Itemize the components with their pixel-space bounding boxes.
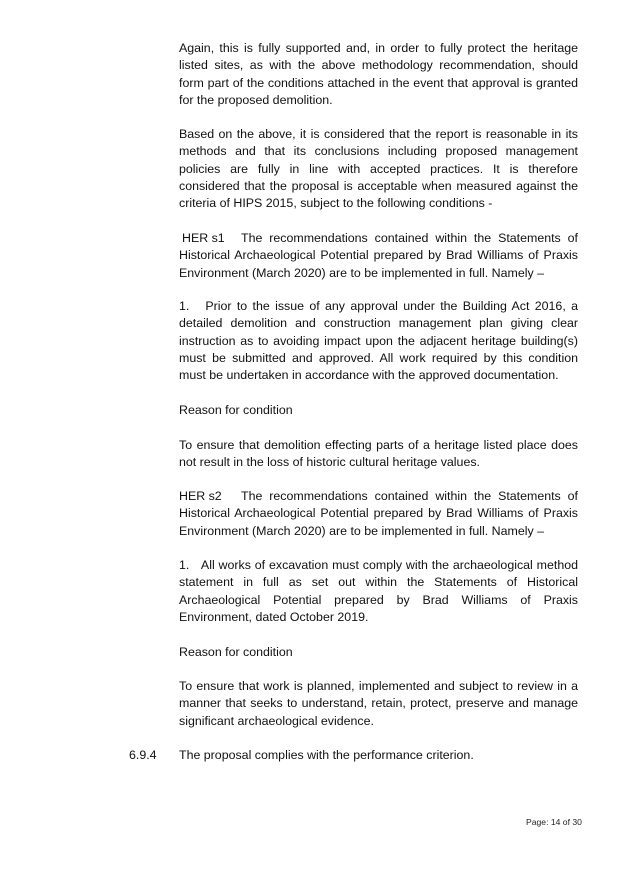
condition-her-s1 — [179, 230, 578, 282]
condition-label-her-s2: HER s2 — [179, 489, 222, 503]
condition-her-s2-item: 1. All works of excavation must comply with the archaeological method statement in full as set out within the Statements of Historical Archaeological Potential prepared by Brad Williams of Praxis Environment, dated October 2019. — [179, 558, 578, 624]
page-number: Page: 14 of 30 — [526, 817, 582, 827]
paragraph-support: Again, this is fully supported and, in order to fully protect the heritage listed sites, as with the above methodology recommendation, should form part of the conditions attached in the event that approval is granted for the proposed demolition. — [179, 41, 578, 107]
condition-text-her-s2: The recommendations contained within the Statements of Historical Archaeological Potential prepared by Brad Williams of Praxis Environment (March 2020) are to be implemented in full. Namely – — [179, 489, 578, 538]
condition-text-her-s1: The recommendations contained within the Statements of Historical Archaeological Potential prepared by Brad Williams of Praxis Environment (March 2020) are to be implemented in full. Namely – — [179, 231, 578, 280]
condition-her-s2 — [179, 488, 578, 540]
reason-text-2: To ensure that work is planned, implemented and subject to review in a manner that seeks to understand, retain, protect, preserve and manage significant archaeological evidence. — [179, 679, 578, 728]
reason-heading-1: Reason for condition — [179, 403, 293, 417]
paragraph-assessment: Based on the above, it is considered that the report is reasonable in its methods and that its conclusions including proposed management policies are fully in line with accepted practices. It is therefore considered that the proposal is acceptable when measured against the criteria of HIPS 2015, subject to the following conditions - — [179, 127, 578, 211]
condition-her-s1-item: 1. Prior to the issue of any approval under the Building Act 2016, a detailed demolition and construction management plan giving clear instruction as to avoiding impact upon the adjacent heritage building(s) must be submitted and approved. All work required by this condition must be undertaken in accordance with the approved documentation. — [179, 299, 578, 383]
reason-text-1: To ensure that demolition effecting parts of a heritage listed place does not result in the loss of historic cultural heritage values. — [179, 438, 578, 470]
condition-label-her-s1: HER s1 — [182, 231, 225, 245]
section-number: 6.9.4 — [129, 748, 157, 762]
reason-heading-2: Reason for condition — [179, 645, 293, 659]
section-statement: The proposal complies with the performance criterion. — [179, 748, 474, 762]
